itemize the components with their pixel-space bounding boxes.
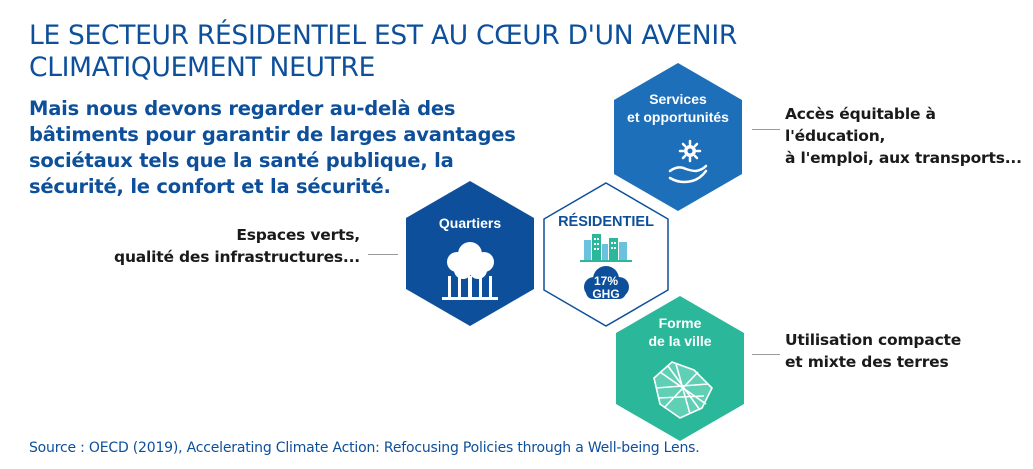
source-citation: Source : OECD (2019), Accelerating Climate Action: Refocusing Policies through a Well-being Lens.: [29, 440, 700, 456]
callout-services-line2: à l'emploi, aux transports...: [785, 149, 1022, 167]
hex-quartiers-label: Quartiers: [438, 215, 502, 231]
hex-forme-line1: Forme: [658, 315, 702, 331]
callout-forme-line2: et mixte des terres: [785, 353, 949, 371]
hex-services-line1: Services: [649, 91, 707, 107]
page-subtitle: Mais nous devons regarder au-delà des bâtiments pour garantir de larges avantages sociétaux tels que la santé publique, la sécurité, le confort et la sécurité.: [29, 97, 516, 198]
callout-forme-line1: Utilisation compacte: [785, 331, 962, 349]
callout-quartiers-line2: qualité des infrastructures...: [114, 248, 360, 266]
hex-services-line2: et opportunités: [627, 109, 729, 125]
connector-forme: [752, 354, 780, 355]
hex-residentiel-label: RÉSIDENTIEL: [558, 214, 654, 230]
callout-quartiers: [100, 224, 360, 268]
hex-forme-line2: de la ville: [648, 333, 712, 349]
cloud-percent: 17%: [593, 274, 619, 288]
callout-services: [785, 103, 1033, 169]
hex-services: [614, 63, 742, 211]
callout-services-line1: Accès équitable à l'éducation,: [785, 105, 936, 145]
connector-services: [752, 129, 780, 130]
hex-forme: [616, 296, 744, 441]
hex-residentiel: [544, 183, 668, 326]
cloud-ghg: GHG: [592, 287, 620, 301]
callout-quartiers-line1: Espaces verts,: [236, 226, 360, 244]
connector-quartiers: [368, 254, 398, 255]
page-title: LE SECTEUR RÉSIDENTIEL EST AU CŒUR D'UN AVENIR CLIMATIQUEMENT NEUTRE: [29, 20, 737, 83]
callout-forme: [785, 329, 961, 373]
hex-quartiers: [406, 181, 534, 326]
